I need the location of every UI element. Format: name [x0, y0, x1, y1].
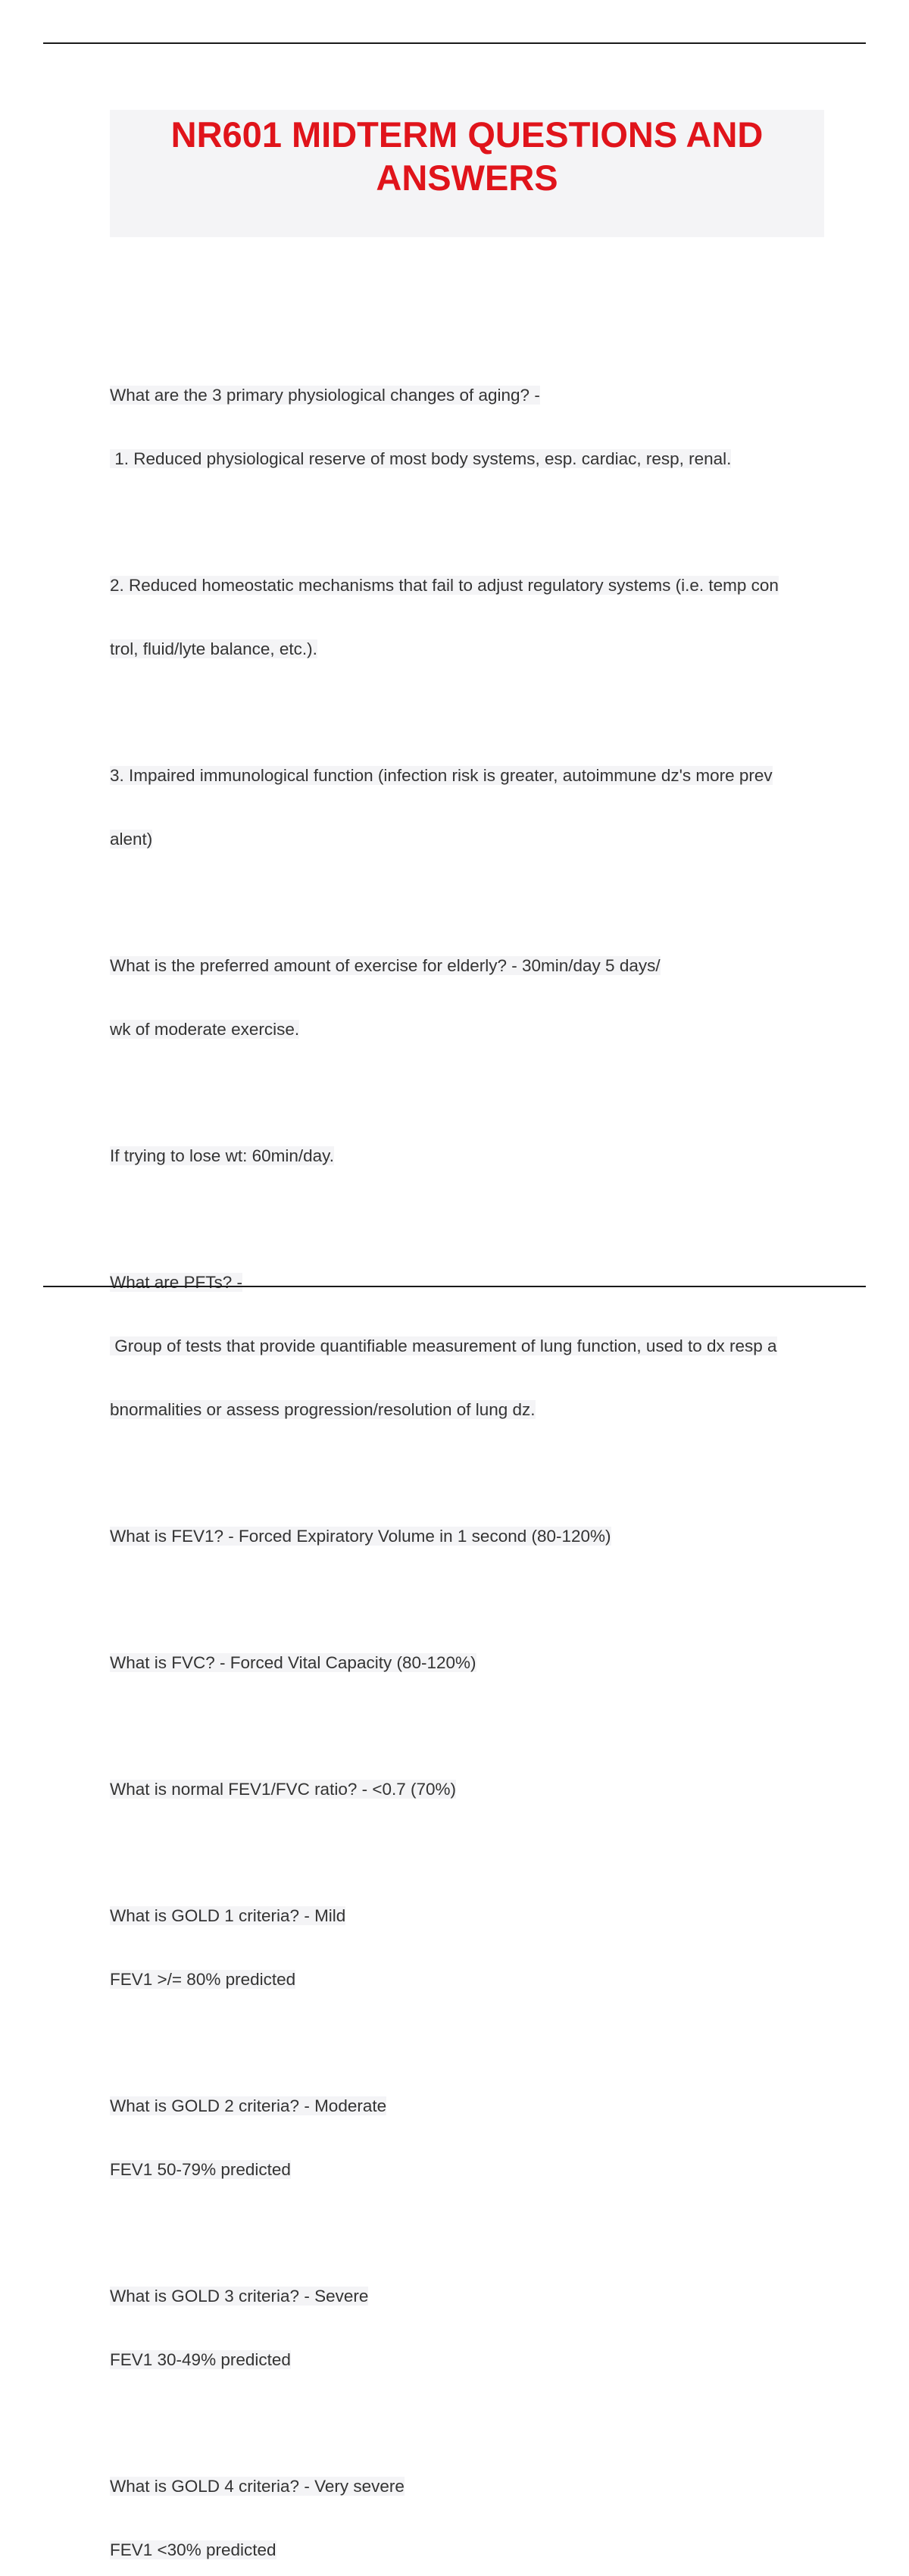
qa-line: FEV1 50-79% predicted — [110, 2160, 291, 2179]
top-rule — [43, 42, 866, 44]
qa-item-gold-4 — [110, 2434, 829, 2576]
bottom-rule — [43, 1286, 866, 1287]
qa-item-fvc — [110, 1610, 829, 1716]
qa-line: wk of moderate exercise. — [110, 1020, 300, 1039]
qa-line: What is GOLD 2 criteria? - Moderate — [110, 2096, 387, 2115]
qa-line: What is normal FEV1/FVC ratio? - <0.7 (70%) — [110, 1780, 457, 1799]
qa-content — [110, 342, 829, 2576]
qa-line: FEV1 <30% predicted — [110, 2540, 276, 2559]
qa-line: FEV1 30-49% predicted — [110, 2350, 291, 2369]
title-line-2: ANSWERS — [376, 158, 558, 198]
document-title — [110, 110, 824, 199]
qa-line: What is FEV1? - Forced Expiratory Volume in 1 second (80-120%) — [110, 1527, 611, 1546]
qa-item-ratio — [110, 1737, 829, 1843]
qa-line: What is the preferred amount of exercise for elderly? - 30min/day 5 days/ — [110, 956, 661, 975]
qa-line: Group of tests that provide quantifiable measurement of lung function, used to dx resp a — [110, 1336, 777, 1355]
qa-item-gold-1 — [110, 1863, 829, 2033]
qa-item-pfts — [110, 1230, 829, 1463]
qa-line: If trying to lose wt: 60min/day. — [110, 1146, 334, 1165]
qa-line: What is GOLD 4 criteria? - Very severe — [110, 2477, 405, 2496]
qa-line: trol, fluid/lyte balance, etc.). — [110, 639, 317, 658]
qa-line: What is FVC? - Forced Vital Capacity (80-120%) — [110, 1653, 476, 1672]
qa-line: What is GOLD 3 criteria? - Severe — [110, 2287, 369, 2306]
qa-line: 1. Reduced physiological reserve of most body systems, esp. cardiac, resp, renal. — [110, 449, 732, 468]
qa-line: bnormalities or assess progression/resolution of lung dz. — [110, 1400, 536, 1419]
qa-item-lose-weight — [110, 1103, 829, 1209]
title-banner — [110, 110, 824, 237]
qa-line: alent) — [110, 830, 153, 849]
qa-item-gold-2 — [110, 2053, 829, 2223]
qa-line: What are the 3 primary physiological changes of aging? - — [110, 386, 540, 405]
qa-line: 2. Reduced homeostatic mechanisms that fail to adjust regulatory systems (i.e. temp con — [110, 576, 779, 595]
qa-line: FEV1 >/= 80% predicted — [110, 1970, 296, 1989]
qa-line: What is GOLD 1 criteria? - Mild — [110, 1906, 346, 1925]
qa-item-immunological — [110, 723, 829, 893]
qa-line: What are PFTs? - — [110, 1273, 243, 1292]
qa-item-homeostatic — [110, 533, 829, 702]
qa-item-exercise — [110, 913, 829, 1083]
qa-item-gold-3 — [110, 2243, 829, 2413]
qa-item-aging-changes — [110, 342, 829, 512]
title-line-1: NR601 MIDTERM QUESTIONS AND — [170, 114, 764, 155]
qa-item-fev1 — [110, 1483, 829, 1590]
qa-line: 3. Impaired immunological function (infection risk is greater, autoimmune dz's more prev — [110, 766, 773, 785]
